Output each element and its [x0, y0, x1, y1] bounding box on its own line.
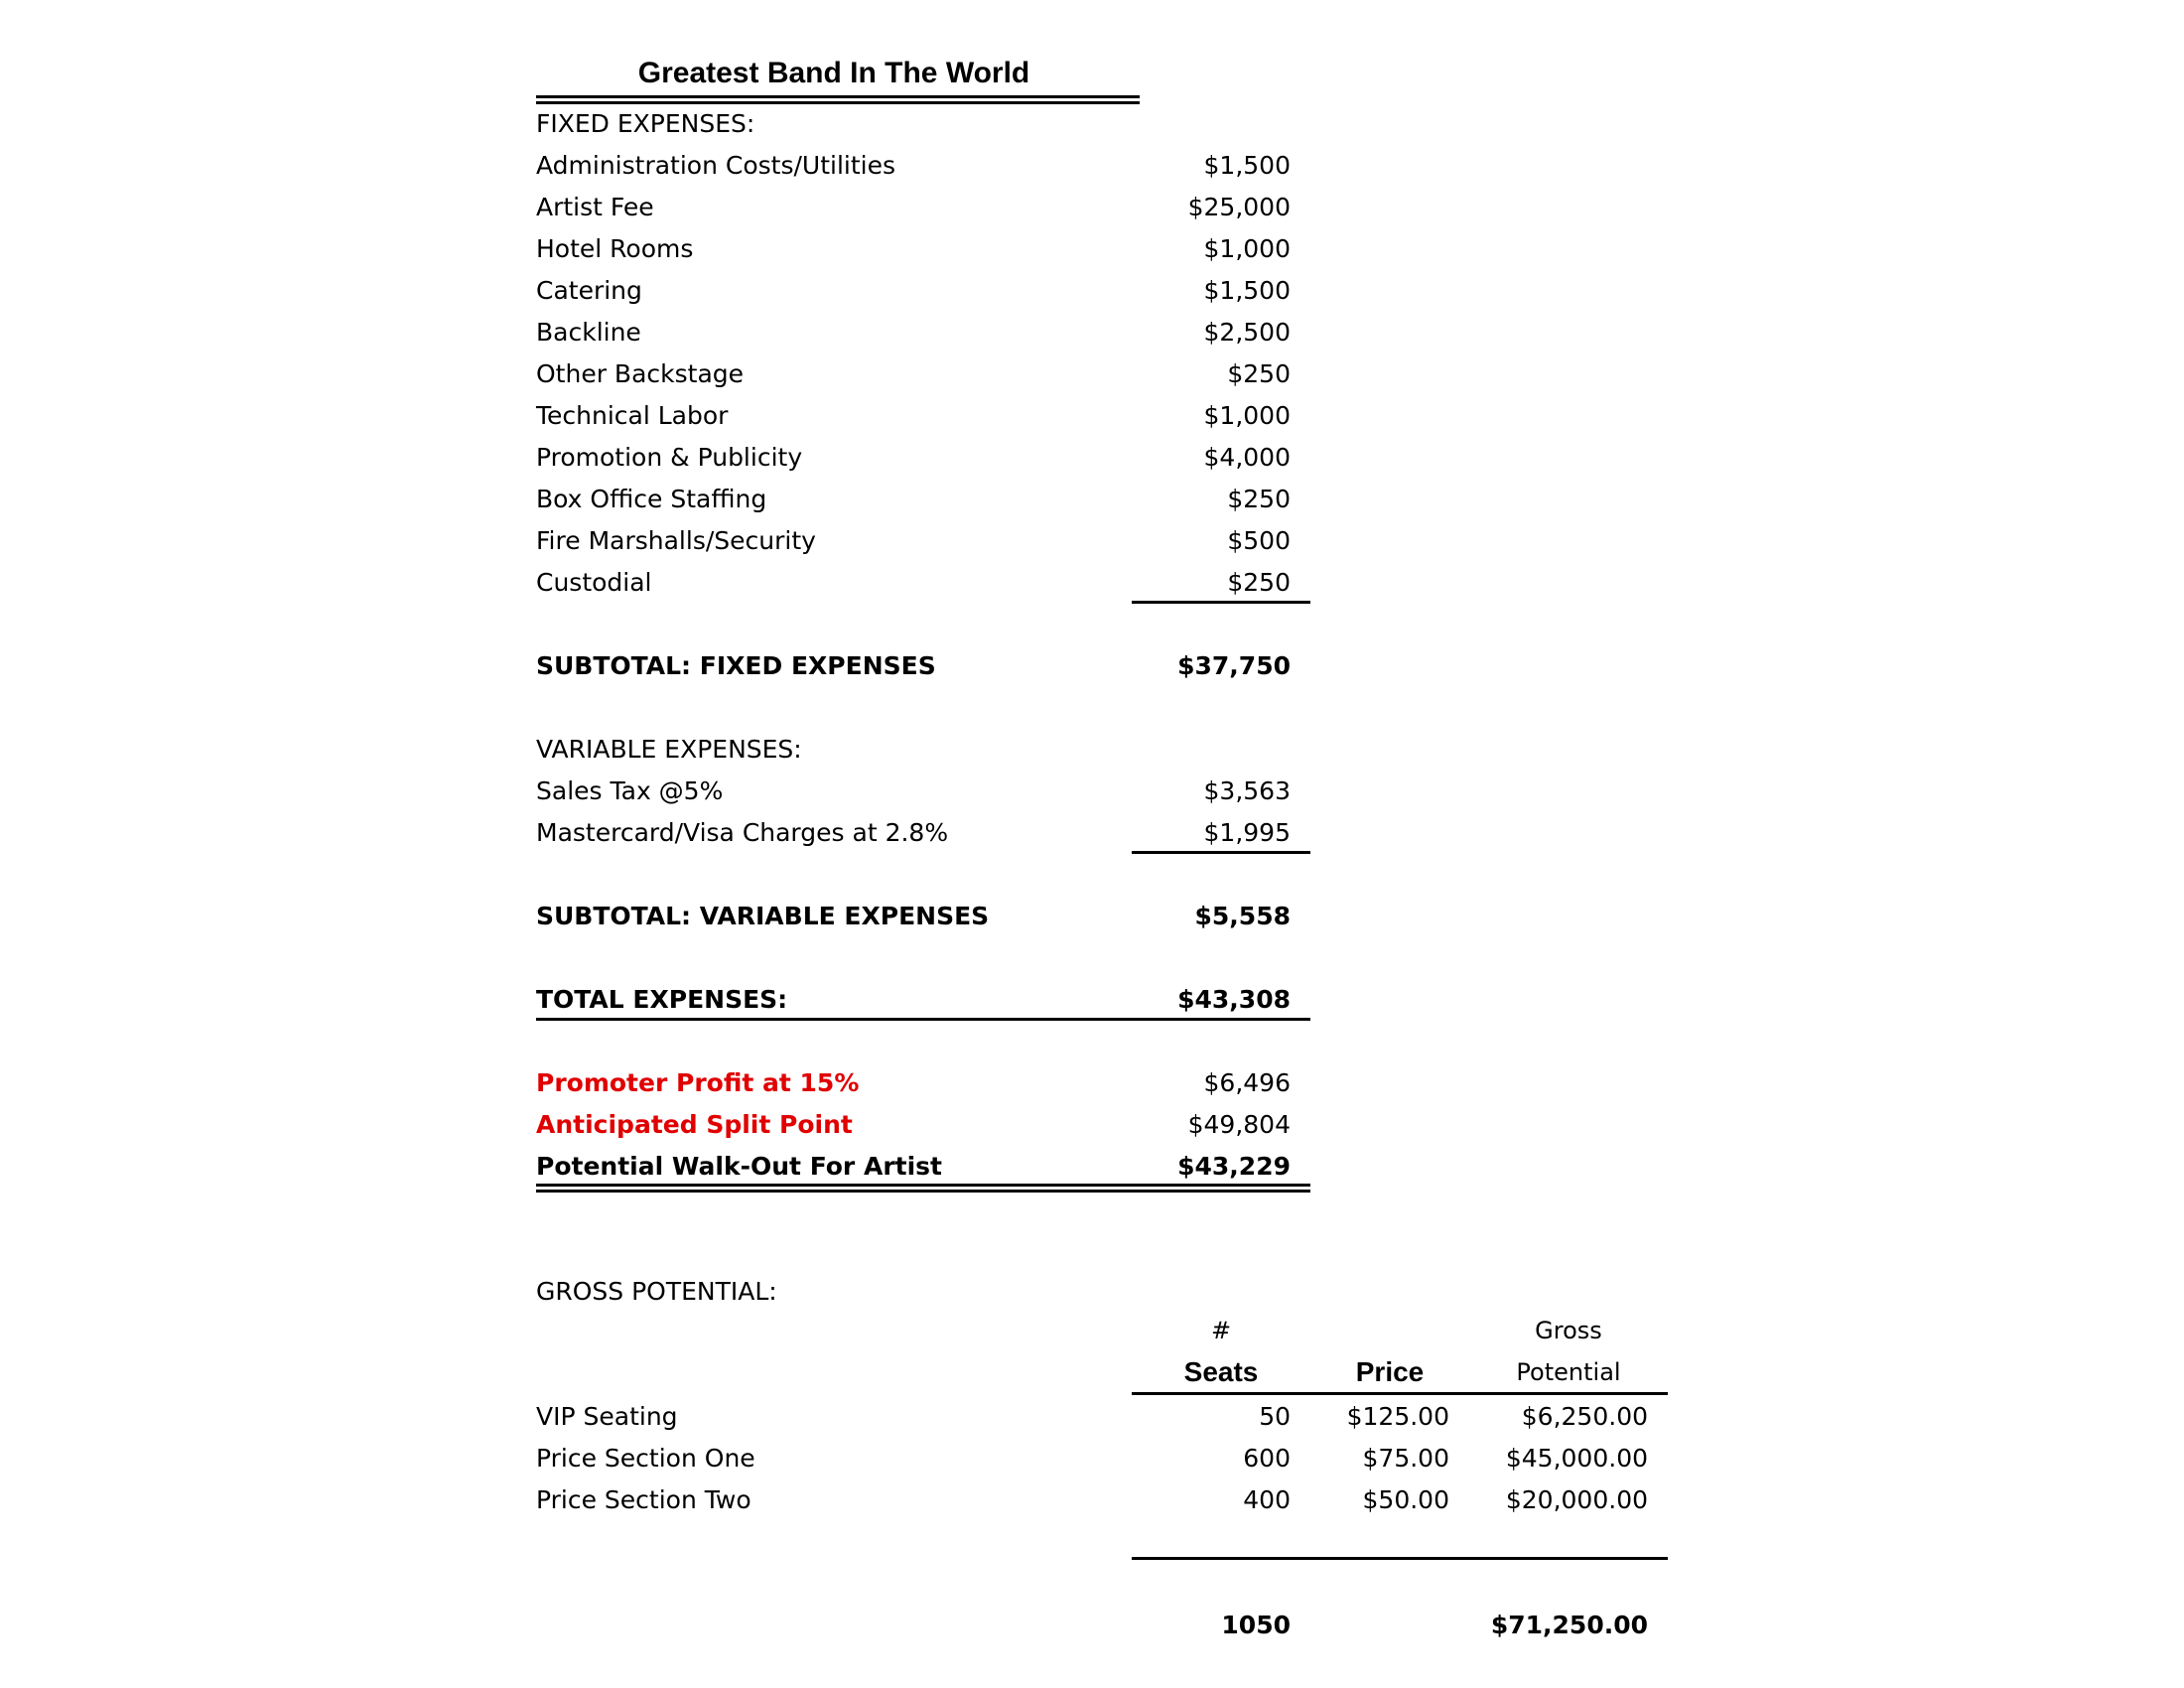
expense-label: Custodial: [536, 568, 652, 597]
seats-value: 600: [1243, 1444, 1291, 1473]
price-value: $75.00: [1362, 1444, 1449, 1473]
fixed-expenses-heading: FIXED EXPENSES:: [536, 109, 755, 138]
seating-label: VIP Seating: [536, 1402, 678, 1431]
expense-amount: $250: [1227, 485, 1291, 513]
page-title: Greatest Band In The World: [637, 57, 1030, 89]
gross-total-row: [536, 1605, 1727, 1646]
walkout-label: Potential Walk-Out For Artist: [536, 1152, 942, 1181]
expense-row: [536, 520, 1529, 562]
expense-label: Box Office Staffing: [536, 485, 767, 513]
table-row: [536, 1479, 1727, 1521]
expense-row: [536, 812, 1529, 854]
table-row: [536, 1396, 1727, 1438]
variable-subtotal-row: [536, 896, 1529, 937]
expense-amount: $250: [1227, 359, 1291, 388]
expense-amount: $4,000: [1203, 443, 1291, 472]
expense-label: Fire Marshalls/Security: [536, 526, 816, 555]
column-header-potential: Potential: [1516, 1358, 1621, 1386]
column-header-gross: Gross: [1535, 1317, 1602, 1344]
expense-amount: $1,000: [1203, 234, 1291, 263]
expense-amount: $250: [1227, 568, 1291, 597]
walkout-rule-2: [536, 1190, 1310, 1193]
split-point-label: Anticipated Split Point: [536, 1110, 853, 1139]
expense-label: Sales Tax @5%: [536, 776, 724, 805]
expense-row: [536, 145, 1529, 187]
column-header-price: Price: [1355, 1356, 1425, 1387]
gross-total-rule: [1132, 1557, 1668, 1560]
expense-label: Promotion & Publicity: [536, 443, 803, 472]
total-expenses-label: TOTAL EXPENSES:: [536, 985, 788, 1014]
expense-amount: $2,500: [1203, 318, 1291, 347]
title-rule-1: [536, 95, 1140, 98]
gross-potential-heading-row: [536, 1271, 1529, 1313]
seats-value: 50: [1259, 1402, 1291, 1431]
seating-label: Price Section Two: [536, 1485, 751, 1514]
fixed-subtotal-amount: $37,750: [1177, 651, 1291, 680]
expense-row: [536, 228, 1529, 270]
variable-subtotal-label: SUBTOTAL: VARIABLE EXPENSES: [536, 902, 990, 930]
seats-value: 400: [1243, 1485, 1291, 1514]
gross-header-rule: [1132, 1392, 1668, 1395]
split-point-amount: $49,804: [1187, 1110, 1291, 1139]
expense-label: Backline: [536, 318, 641, 347]
column-header-hash: #: [1210, 1317, 1232, 1344]
column-header-seats: Seats: [1183, 1356, 1259, 1387]
expense-amount: $500: [1227, 526, 1291, 555]
seating-label: Price Section One: [536, 1444, 755, 1473]
fixed-expenses-heading-row: [536, 103, 1529, 145]
total-expenses-rule: [536, 1018, 1310, 1021]
variable-subtotal-amount: $5,558: [1194, 902, 1291, 930]
total-expenses-amount: $43,308: [1177, 985, 1291, 1014]
table-row: [536, 1438, 1727, 1479]
promoter-profit-amount: $6,496: [1203, 1068, 1291, 1097]
walkout-rule-1: [536, 1184, 1310, 1187]
price-value: $50.00: [1362, 1485, 1449, 1514]
fixed-subtotal-label: SUBTOTAL: FIXED EXPENSES: [536, 651, 936, 680]
total-potential: $71,250.00: [1490, 1611, 1648, 1639]
expense-amount: $3,563: [1203, 776, 1291, 805]
gross-potential-heading: GROSS POTENTIAL:: [536, 1277, 777, 1306]
variable-expenses-heading: VARIABLE EXPENSES:: [536, 735, 802, 764]
expense-label: Other Backstage: [536, 359, 745, 388]
fixed-subtotal-row: [536, 645, 1529, 687]
expense-amount: $1,000: [1203, 401, 1291, 430]
split-point-row: [536, 1104, 1529, 1146]
expense-amount: $25,000: [1187, 193, 1291, 221]
expense-row: [536, 562, 1529, 604]
walkout-amount: $43,229: [1177, 1152, 1291, 1181]
potential-value: $6,250.00: [1521, 1402, 1648, 1431]
expense-amount: $1,500: [1203, 276, 1291, 305]
expense-row: [536, 437, 1529, 479]
variable-expenses-heading-row: [536, 729, 1529, 771]
price-value: $125.00: [1346, 1402, 1449, 1431]
expense-row: [536, 479, 1529, 520]
expense-row: [536, 771, 1529, 812]
expense-row: [536, 353, 1529, 395]
promoter-profit-label: Promoter Profit at 15%: [536, 1068, 860, 1097]
potential-value: $45,000.00: [1505, 1444, 1648, 1473]
expense-row: [536, 270, 1529, 312]
expense-amount: $1,500: [1203, 151, 1291, 180]
expense-label: Catering: [536, 276, 642, 305]
potential-value: $20,000.00: [1505, 1485, 1648, 1514]
total-expenses-row: [536, 979, 1529, 1021]
expense-label: Hotel Rooms: [536, 234, 694, 263]
walkout-row: [536, 1146, 1529, 1188]
expense-amount: $1,995: [1203, 818, 1291, 847]
expense-label: Administration Costs/Utilities: [536, 151, 895, 180]
expense-row: [536, 395, 1529, 437]
fixed-sum-rule: [1132, 601, 1310, 604]
promoter-profit-row: [536, 1062, 1529, 1104]
expense-label: Artist Fee: [536, 193, 654, 221]
expense-row: [536, 312, 1529, 353]
total-seats: 1050: [1221, 1611, 1291, 1639]
expense-row: [536, 187, 1529, 228]
variable-sum-rule: [1132, 851, 1310, 854]
expense-label: Mastercard/Visa Charges at 2.8%: [536, 818, 949, 847]
expense-label: Technical Labor: [536, 401, 729, 430]
